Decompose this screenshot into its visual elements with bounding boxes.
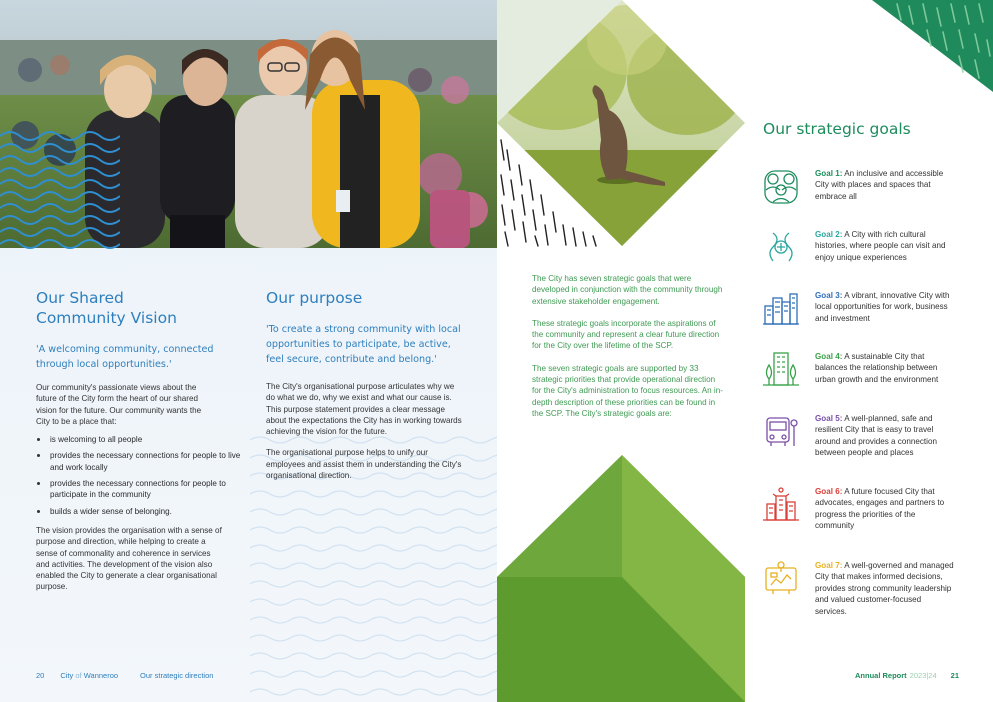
goal-7-label: Goal 7: xyxy=(815,561,843,570)
goal-4-text xyxy=(815,351,955,385)
vision-quote: 'A welcoming community, connected through local opportunities.' xyxy=(36,344,214,370)
people-group-icon xyxy=(763,168,799,204)
green-pattern-triangle xyxy=(872,0,993,92)
goal-7-text xyxy=(815,560,955,617)
goal-5-text xyxy=(815,413,955,459)
goal-5 xyxy=(763,413,963,463)
goals-intro-paragraph-3: The seven strategic goals are supported by 33 strategic priorities that provide operational direction for the City's administration to focus resources. An in-depth description of these priorities can be found in the SCP. The City's strategic goals are: xyxy=(532,363,723,418)
trees-buildings-icon xyxy=(763,351,799,387)
page-number: 20 xyxy=(36,671,45,680)
vision-outro: The vision provides the organisation with a sense of purpose and direction, while helping to create a sense of commonality and coherence in services and activities. The development of the vision also enabled the City to generate a clear organisational purpose. xyxy=(36,525,222,592)
annual-report-label: Annual Report xyxy=(855,671,907,680)
goal-3-label: Goal 3: xyxy=(815,291,843,300)
city-skyline-icon xyxy=(763,290,799,326)
list-item: provides the necessary connections for people to participate in the community xyxy=(36,478,241,501)
purpose-column xyxy=(266,288,466,481)
list-item: provides the necessary connections for people to live and work locally xyxy=(36,450,241,473)
section-name: Our strategic direction xyxy=(140,671,214,680)
list-item: builds a wider sense of belonging. xyxy=(36,506,241,517)
city-name: Wanneroo xyxy=(83,671,119,680)
goal-7-description: A well-governed and managed City that makes informed decisions, provides strong community leadership and valued customer-focused services. xyxy=(815,561,954,616)
city-prefix: City xyxy=(60,671,74,680)
goal-6-description: A future focused City that advocates, engages and partners to progress the priorities of the community xyxy=(815,487,945,531)
vision-intro: Our community's passionate views about the future of the City form the heart of our shared vision for the future. Our community wants the City to be a place that: xyxy=(36,383,202,426)
goal-4-description: A sustainable City that balances the relationship between urban growth and the environment xyxy=(815,352,939,384)
report-year: 2023|24 xyxy=(909,671,937,680)
city-logo-text xyxy=(60,671,118,680)
vision-bullet-list xyxy=(36,434,241,517)
blue-waves-decoration xyxy=(0,128,120,253)
goal-2-label: Goal 2: xyxy=(815,230,843,239)
goals-intro-paragraph-1: The City has seven strategic goals that were developed in conjunction with the community through extensive stakeholder engagement. xyxy=(532,274,723,306)
goals-intro xyxy=(532,273,726,430)
goal-3 xyxy=(763,290,963,340)
right-page xyxy=(497,0,993,702)
city-of: of xyxy=(75,671,82,680)
page-number: 21 xyxy=(950,671,959,680)
vision-heading: Our Shared Community Vision xyxy=(36,289,177,327)
right-footer xyxy=(855,671,959,680)
goal-1-text xyxy=(815,168,955,202)
future-city-icon xyxy=(763,486,799,522)
vision-column xyxy=(36,288,241,593)
strategic-goals-heading: Our strategic goals xyxy=(763,120,911,138)
goals-intro-paragraph-2: These strategic goals incorporate the aspirations of the community and represent a clear future direction for the City over the lifetime of the SCP. xyxy=(532,318,720,351)
goal-6-text xyxy=(815,486,955,532)
purpose-heading: Our purpose xyxy=(266,289,363,307)
goal-2-description: A City with rich cultural histories, where people can visit and enjoy unique experiences xyxy=(815,230,946,262)
purpose-paragraph-2: The organisational purpose helps to unify our employees and assist them in understanding the City's organisational direction. xyxy=(266,448,462,481)
goal-3-text xyxy=(815,290,955,324)
purpose-quote: 'To create a strong community with local opportunities to participate, be active, feel secure, contribute and belong.' xyxy=(266,324,461,365)
goal-6-label: Goal 6: xyxy=(815,487,843,496)
left-footer xyxy=(36,671,213,680)
goal-2 xyxy=(763,229,963,279)
goal-6 xyxy=(763,486,963,536)
goal-4 xyxy=(763,351,963,401)
goal-2-text xyxy=(815,229,955,263)
goal-5-label: Goal 5: xyxy=(815,414,843,423)
goal-7 xyxy=(763,560,963,616)
purpose-paragraph-1: The City's organisational purpose articulates why we do what we do, why we exist and what our cause is. This purpose statement provides a clear message about the expectations the City has in working towards achieving the vision for the future. xyxy=(266,382,462,437)
goal-4-label: Goal 4: xyxy=(815,352,843,361)
goal-1 xyxy=(763,168,963,218)
bus-icon xyxy=(763,413,799,449)
goal-3-description: A vibrant, innovative City with local opportunities for work, business and investment xyxy=(815,291,950,323)
cultural-hands-icon xyxy=(763,229,799,265)
goal-1-description: An inclusive and accessible City with places and spaces that embrace all xyxy=(815,169,944,201)
list-item: is welcoming to all people xyxy=(36,434,241,445)
goal-5-description: A well-planned, safe and resilient City that is easy to travel around and provides a connection between people and places xyxy=(815,414,937,458)
goal-1-label: Goal 1: xyxy=(815,169,843,178)
governance-icon xyxy=(763,560,799,596)
